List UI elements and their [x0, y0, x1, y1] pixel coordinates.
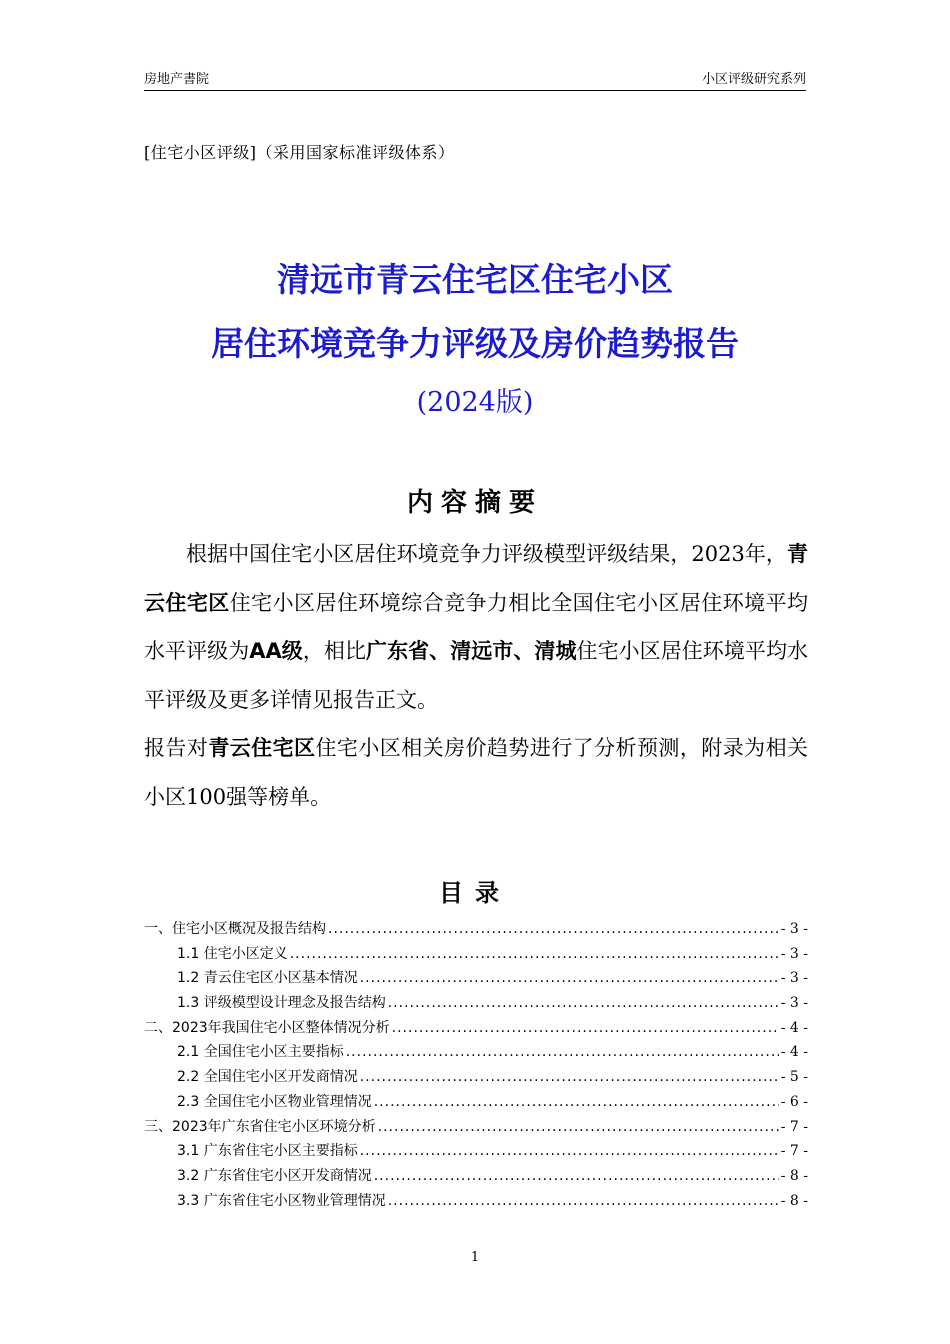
- toc-leader-dots: [328, 921, 779, 937]
- toc-leader-dots: [360, 1069, 779, 1085]
- toc-entry-page: - 3 -: [780, 970, 808, 987]
- toc-entry[interactable]: [144, 1140, 808, 1165]
- abstract-heading: 内容摘要: [406, 488, 543, 518]
- toc-entry-label: 1.2 青云住宅区小区基本情况: [177, 970, 358, 987]
- toc-entry-label: 二、2023年我国住宅小区整体情况分析: [144, 1019, 390, 1036]
- toc-entry[interactable]: [144, 943, 808, 968]
- abstract-rating: AA级: [249, 639, 303, 664]
- toc-entry[interactable]: [144, 1190, 808, 1215]
- toc-entry-page: - 4 -: [780, 1044, 808, 1061]
- toc-entry-page: - 7 -: [780, 1143, 808, 1160]
- toc-entry-page: - 8 -: [780, 1167, 808, 1184]
- abstract-text: 报告对: [144, 736, 209, 761]
- toc-leader-dots: [360, 1143, 779, 1159]
- toc-entry-page: - 3 -: [780, 995, 808, 1012]
- toc-entry[interactable]: [144, 1041, 808, 1066]
- toc-entry-page: - 5 -: [780, 1069, 808, 1086]
- report-title-line-1: 清远市青云住宅区住宅小区: [277, 260, 673, 299]
- abstract-body: [144, 530, 808, 822]
- toc-leader-dots: [378, 1119, 779, 1135]
- toc-leader-dots: [374, 1168, 779, 1184]
- header-publisher: 房地产書院: [144, 72, 210, 87]
- abstract-paragraph-2: [144, 724, 808, 821]
- abstract-highlight: 青云住宅区: [144, 542, 808, 615]
- toc-entry-label: 1.1 住宅小区定义: [177, 945, 288, 962]
- page-header: [144, 66, 806, 91]
- abstract-text: ，相比: [302, 639, 367, 664]
- toc-entry[interactable]: [144, 1165, 808, 1190]
- toc-entry-page: - 8 -: [780, 1192, 808, 1209]
- toc-leader-dots: [392, 1020, 779, 1036]
- toc-entry-page: - 4 -: [780, 1019, 808, 1036]
- report-title-line-2: 居住环境竞争力评级及房价趋势报告: [211, 324, 739, 363]
- toc-entry-page: - 6 -: [780, 1093, 808, 1110]
- toc-leader-dots: [290, 946, 779, 962]
- toc-entry-label: 3.1 广东省住宅小区主要指标: [177, 1143, 358, 1160]
- toc-leader-dots: [374, 1094, 779, 1110]
- header-series: 小区评级研究系列: [701, 72, 806, 87]
- toc-entry-label: 2.3 全国住宅小区物业管理情况: [177, 1093, 372, 1110]
- toc-leader-dots: [360, 970, 779, 986]
- toc-entry[interactable]: [144, 992, 808, 1017]
- toc-leader-dots: [346, 1044, 779, 1060]
- abstract-text: 住宅小区居住环境综合竞争力相比全国住宅小区居住环境平均水平评级为: [144, 590, 808, 664]
- toc-entry-page: - 3 -: [780, 921, 808, 937]
- toc-entry-label: 3.2 广东省住宅小区开发商情况: [177, 1167, 372, 1184]
- toc-entry-label: 2.2 全国住宅小区开发商情况: [177, 1069, 358, 1086]
- abstract-text: 住宅小区居住环境平均水平评级及更多详情见报告正文。: [144, 639, 809, 712]
- toc-entry-label: 一、住宅小区概况及报告结构: [144, 921, 326, 937]
- toc-entry[interactable]: [144, 1066, 808, 1091]
- abstract-paragraph-1: [144, 530, 808, 724]
- toc-entry[interactable]: [144, 1091, 808, 1116]
- toc-entry[interactable]: [144, 967, 808, 992]
- toc-entry-label: 三、2023年广东省住宅小区环境分析: [144, 1118, 376, 1135]
- toc-leader-dots: [388, 1193, 779, 1209]
- toc-entry-label: 2.1 全国住宅小区主要指标: [177, 1044, 344, 1061]
- toc-entry-page: - 3 -: [780, 945, 808, 962]
- abstract-text: 住宅小区相关房价趋势进行了分析预测，附录为相关小区100强等榜单。: [144, 736, 809, 809]
- toc-entry-page: - 7 -: [780, 1118, 808, 1135]
- report-edition: (2024版): [416, 387, 534, 418]
- toc-heading: 目录: [439, 879, 511, 907]
- abstract-text: 根据中国住宅小区居住环境竞争力评级模型评级结果，2023年，: [186, 542, 787, 566]
- toc-leader-dots: [388, 995, 779, 1011]
- toc-entry[interactable]: [144, 1017, 808, 1042]
- table-of-contents: [144, 918, 808, 1214]
- toc-entry-label: 1.3 评级模型设计理念及报告结构: [177, 995, 386, 1012]
- toc-entry[interactable]: [144, 918, 808, 943]
- report-category-tag: [住宅小区评级]（采用国家标准评级体系）: [144, 143, 455, 162]
- abstract-highlight: 青云住宅区: [208, 736, 316, 761]
- toc-entry[interactable]: [144, 1116, 808, 1141]
- page-number: 1: [470, 1250, 480, 1265]
- toc-entry-label: 3.3 广东省住宅小区物业管理情况: [177, 1192, 386, 1209]
- abstract-highlight: 广东省、清远市、清城: [366, 639, 577, 664]
